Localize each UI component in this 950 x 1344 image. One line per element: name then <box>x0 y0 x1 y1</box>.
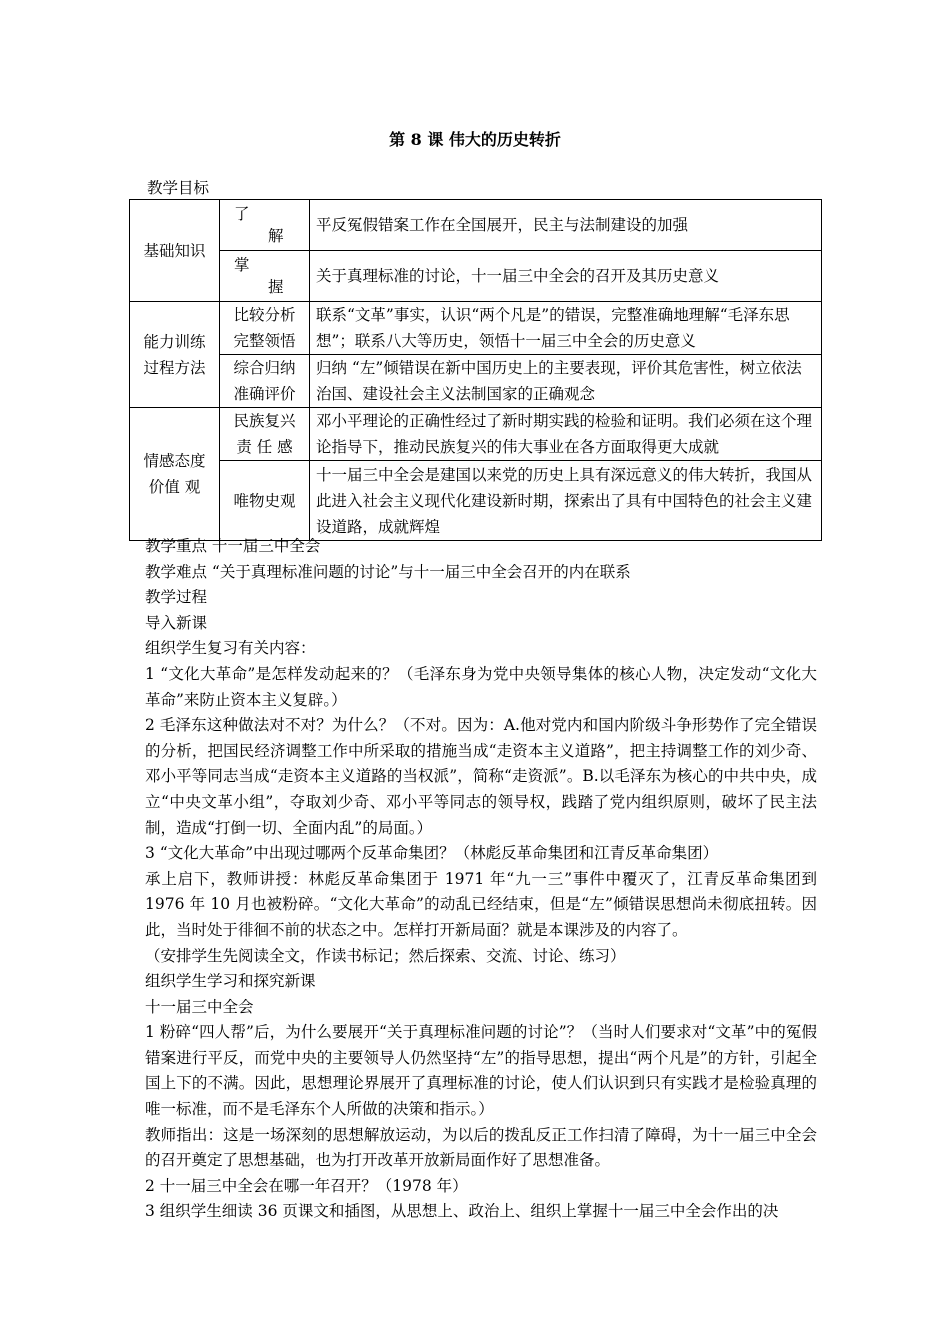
sub-understand: 了 解 <box>220 200 310 251</box>
goal-description: 邓小平理论的正确性经过了新时期实践的检验和证明。我们必须在这个理论指导下，推动民族复兴的伟大事业在各方面取得更大成就 <box>310 408 822 461</box>
paragraph: 3 组织学生细读 36 页课文和插图，从思想上、政治上、组织上掌握十一届三中全会作出的决 <box>145 1202 779 1221</box>
paragraph: 十一届三中全会 <box>145 997 254 1016</box>
teaching-goals-table <box>129 199 822 541</box>
paragraph: 导入新课 <box>145 613 208 632</box>
table-row <box>130 302 822 355</box>
category-ability: 能力训练 过程方法 <box>130 302 220 408</box>
category-emotion: 情感态度 价值 观 <box>130 408 220 541</box>
goal-description: 归纳 “左”倾错误在新中国历史上的主要表现，评价其危害性，树立依法治国、建设社会主义法制国家的正确观念 <box>310 355 822 408</box>
table-row <box>130 355 822 408</box>
paragraph: 承上启下，教师讲授：林彪反革命集团于 1971 年“九一三”事件中覆灭了，江青反革命集团到 1976 年 10 月也被粉碎。“文化大革命”的动乱已经结束，但是“左”倾错误思想尚未彻底扭转。因此，当时处于徘徊不前的状态之中。怎样打开新局面？就是本课涉及的内容了。 <box>145 869 817 939</box>
paragraph: 2 十一届三中全会在哪一年召开？（1978 年） <box>145 1176 468 1195</box>
sub-rejuvenation: 民族复兴 责 任 感 <box>220 408 310 461</box>
paragraph: 1 粉碎“四人帮”后，为什么要展开“关于真理标准问题的讨论”？（当时人们要求对“文革”中的冤假错案进行平反，而党中央的主要领导人仍然坚持“左”的指导思想，提出“两个凡是”的方针，引起全国上下的不满。因此，思想理论界展开了真理标准的讨论，使人们认识到只有实践才是检验真理的唯一标准，而不是毛泽东个人所做的决策和指示。） <box>145 1023 817 1119</box>
table-row <box>130 408 822 461</box>
table-row <box>130 200 822 251</box>
paragraph: 2 毛泽东这种做法对不对？为什么？（不对。因为：A.他对党内和国内阶级斗争形势作了完全错误的分析，把国民经济调整工作中所采取的措施当成“走资本主义道路”，把主持调整工作的刘少奇、邓小平等同志当成“走资本主义道路的当权派”，简称“走资派”。B.以毛泽东为核心的中共中央，成立“中央文革小组”，夺取刘少奇、邓小平等同志的领导权，践踏了党内组织原则，破坏了民主法制，造成“打倒一切、全面内乱”的局面。） <box>145 716 817 837</box>
goal-description: 联系“文革”事实，认识“两个凡是”的错误，完整准确地理解“毛泽东思想”；联系八大等历史，领悟十一届三中全会的历史意义 <box>310 302 822 355</box>
goal-description: 关于真理标准的讨论，十一届三中全会的召开及其历史意义 <box>310 251 822 302</box>
goal-description: 平反冤假错案工作在全国展开，民主与法制建设的加强 <box>310 200 822 251</box>
lesson-title: 第 8 课 伟大的历史转折 <box>389 130 561 149</box>
category-knowledge: 基础知识 <box>130 200 220 302</box>
paragraph: 3 “文化大革命”中出现过哪两个反革命集团？（林彪反革命集团和江青反革命集团） <box>145 844 719 863</box>
paragraph: 教学重点 十一届三中全会 <box>145 537 321 555</box>
paragraph: 组织学生复习有关内容： <box>145 639 316 658</box>
table-row <box>130 251 822 302</box>
paragraph: 组织学生学习和探究新课 <box>145 972 316 991</box>
paragraph: 教学难点 “关于真理标准问题的讨论”与十一届三中全会召开的内在联系 <box>145 562 631 581</box>
paragraph: 教学过程 <box>145 588 208 607</box>
goal-description: 十一届三中全会是建国以来党的历史上具有深远意义的伟大转折，我国从此进入社会主义现代化建设新时期，探索出了具有中国特色的社会主义建设道路，成就辉煌 <box>310 461 822 541</box>
teaching-goals-label: 教学目标 <box>147 179 210 197</box>
table-row <box>130 461 822 541</box>
lesson-body <box>145 534 817 1225</box>
sub-summarize: 综合归纳 准确评价 <box>220 355 310 408</box>
paragraph: 1 “文化大革命”是怎样发动起来的？（毛泽东身为党中央领导集体的核心人物，决定发动“文化大革命”来防止资本主义复辟。） <box>145 664 817 709</box>
paragraph: 教师指出：这是一场深刻的思想解放运动，为以后的拨乱反正工作扫清了障碍，为十一届三中全会的召开奠定了思想基础，也为打开改革开放新局面作好了思想准备。 <box>145 1125 817 1170</box>
sub-materialism: 唯物史观 <box>220 461 310 541</box>
sub-master: 掌 握 <box>220 251 310 302</box>
sub-compare: 比较分析 完整领悟 <box>220 302 310 355</box>
paragraph: （安排学生先阅读全文，作读书标记；然后探索、交流、讨论、练习） <box>145 946 626 965</box>
